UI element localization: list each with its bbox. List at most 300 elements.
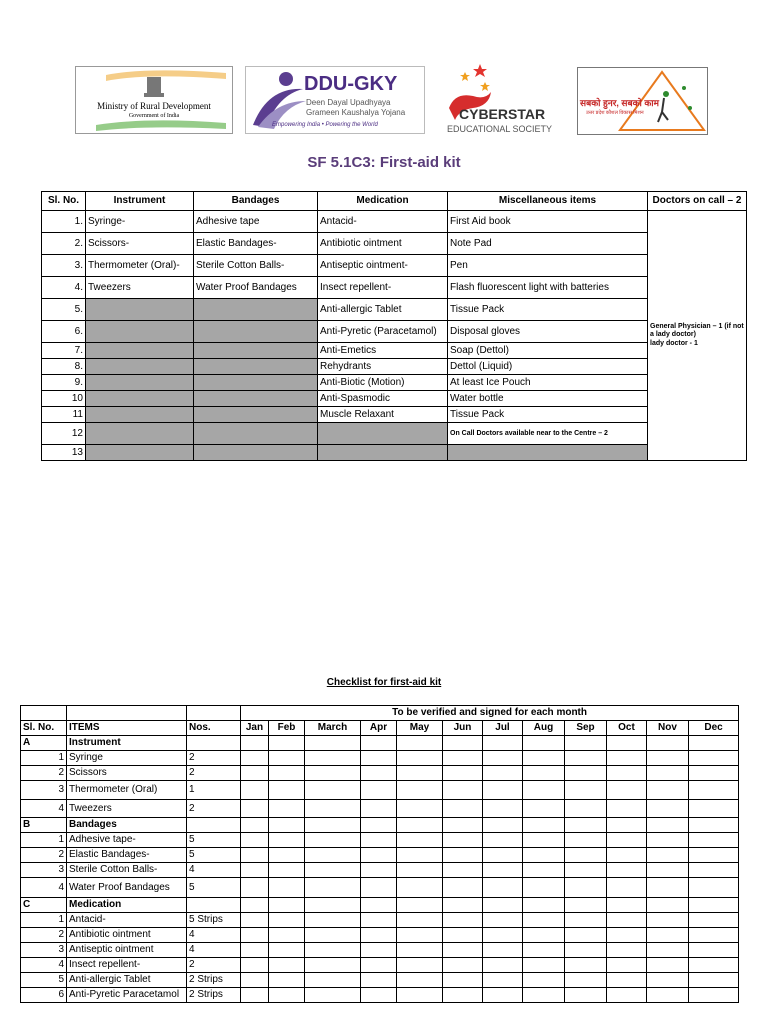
signature-cell[interactable] (647, 863, 689, 878)
signature-cell[interactable] (241, 751, 269, 766)
signature-cell[interactable] (565, 973, 607, 988)
signature-cell[interactable] (483, 848, 523, 863)
kit-header-doctors: Doctors on call – 2 (648, 192, 747, 211)
signature-cell[interactable] (689, 848, 739, 863)
signature-cell[interactable] (305, 800, 361, 818)
signature-cell[interactable] (305, 928, 361, 943)
instrument-cell (86, 343, 194, 359)
signature-cell[interactable] (241, 988, 269, 1003)
signature-cell[interactable] (483, 973, 523, 988)
signature-cell[interactable] (443, 736, 483, 751)
checklist-sl-cell: 4 (21, 958, 67, 973)
medication-cell: Antacid- (318, 211, 448, 233)
signature-cell[interactable] (607, 943, 647, 958)
sl-no-cell: 3. (42, 255, 86, 277)
medication-cell: Anti-Emetics (318, 343, 448, 359)
signature-cell[interactable] (305, 863, 361, 878)
signature-cell[interactable] (689, 766, 739, 781)
signature-cell[interactable] (647, 833, 689, 848)
skill-mission-logo (577, 67, 708, 135)
kit-header-medication: Medication (318, 192, 448, 211)
signature-cell[interactable] (523, 878, 565, 898)
bandages-cell (194, 445, 318, 461)
signature-cell[interactable] (647, 736, 689, 751)
signature-cell[interactable] (305, 913, 361, 928)
signature-cell[interactable] (523, 818, 565, 833)
signature-cell[interactable] (689, 988, 739, 1003)
ddugky-line2: Grameen Kaushalya Yojana (306, 108, 406, 117)
signature-cell[interactable] (483, 800, 523, 818)
medication-cell: Muscle Relaxant (318, 407, 448, 423)
signature-cell[interactable] (565, 848, 607, 863)
signature-cell[interactable] (241, 800, 269, 818)
table-row (21, 958, 739, 973)
signature-cell[interactable] (305, 988, 361, 1003)
signature-cell[interactable] (607, 898, 647, 913)
misc-cell: Soap (Dettol) (448, 343, 648, 359)
signature-cell[interactable] (689, 928, 739, 943)
signature-cell[interactable] (523, 958, 565, 973)
bandages-cell (194, 359, 318, 375)
misc-cell: Water bottle (448, 391, 648, 407)
signature-cell[interactable] (689, 898, 739, 913)
signature-cell[interactable] (397, 928, 443, 943)
signature-cell[interactable] (397, 898, 443, 913)
signature-cell[interactable] (647, 751, 689, 766)
signature-cell[interactable] (483, 736, 523, 751)
signature-cell[interactable] (565, 913, 607, 928)
signature-cell[interactable] (241, 863, 269, 878)
signature-cell[interactable] (523, 766, 565, 781)
medication-cell: Insect repellent- (318, 277, 448, 299)
bandages-cell (194, 375, 318, 391)
signature-cell[interactable] (523, 913, 565, 928)
signature-cell[interactable] (305, 848, 361, 863)
checklist-header-sl: Sl. No. (21, 721, 67, 736)
signature-cell[interactable] (269, 973, 305, 988)
kit-header-row (42, 192, 747, 211)
signature-cell[interactable] (269, 818, 305, 833)
signature-cell[interactable] (483, 943, 523, 958)
signature-cell[interactable] (607, 878, 647, 898)
signature-cell[interactable] (647, 818, 689, 833)
signature-cell[interactable] (269, 878, 305, 898)
signature-cell[interactable] (361, 800, 397, 818)
signature-cell[interactable] (483, 878, 523, 898)
signature-cell[interactable] (565, 800, 607, 818)
checklist-nos-cell: 4 (187, 943, 241, 958)
signature-cell[interactable] (443, 863, 483, 878)
signature-cell[interactable] (269, 913, 305, 928)
misc-cell: On Call Doctors available near to the Centre – 2 (448, 423, 648, 445)
signature-cell[interactable] (361, 988, 397, 1003)
signature-cell[interactable] (305, 833, 361, 848)
signature-cell[interactable] (443, 878, 483, 898)
signature-cell[interactable] (269, 800, 305, 818)
signature-cell[interactable] (647, 958, 689, 973)
signature-cell[interactable] (607, 766, 647, 781)
sl-no-cell: 9. (42, 375, 86, 391)
signature-cell[interactable] (397, 800, 443, 818)
signature-cell[interactable] (241, 928, 269, 943)
checklist-nos-cell: 4 (187, 863, 241, 878)
signature-cell[interactable] (443, 943, 483, 958)
signature-cell[interactable] (397, 848, 443, 863)
signature-cell[interactable] (647, 766, 689, 781)
signature-cell[interactable] (689, 751, 739, 766)
signature-cell[interactable] (607, 751, 647, 766)
signature-cell[interactable] (361, 848, 397, 863)
signature-cell[interactable] (689, 736, 739, 751)
signature-cell[interactable] (305, 751, 361, 766)
signature-cell[interactable] (443, 781, 483, 800)
instrument-cell (86, 423, 194, 445)
medication-cell: Anti-allergic Tablet (318, 299, 448, 321)
checklist-sl-cell: 5 (21, 973, 67, 988)
signature-cell[interactable] (607, 833, 647, 848)
signature-cell[interactable] (523, 833, 565, 848)
signature-cell[interactable] (483, 988, 523, 1003)
signature-cell[interactable] (397, 818, 443, 833)
signature-cell[interactable] (269, 848, 305, 863)
signature-cell[interactable] (443, 818, 483, 833)
signature-cell[interactable] (523, 988, 565, 1003)
signature-cell[interactable] (361, 913, 397, 928)
month-header: Jul (483, 721, 523, 736)
signature-cell[interactable] (483, 766, 523, 781)
ministry-sub: Government of India (128, 113, 180, 119)
table-row (42, 343, 747, 359)
signature-cell[interactable] (241, 766, 269, 781)
signature-cell[interactable] (689, 973, 739, 988)
checklist-item-cell: Elastic Bandages- (67, 848, 187, 863)
signature-cell[interactable] (397, 958, 443, 973)
signature-cell[interactable] (607, 781, 647, 800)
signature-cell[interactable] (607, 863, 647, 878)
month-header: Feb (269, 721, 305, 736)
signature-cell[interactable] (647, 913, 689, 928)
signature-cell[interactable] (689, 833, 739, 848)
signature-cell[interactable] (607, 988, 647, 1003)
signature-cell[interactable] (607, 928, 647, 943)
signature-cell[interactable] (361, 878, 397, 898)
misc-cell (448, 445, 648, 461)
signature-cell[interactable] (689, 818, 739, 833)
signature-cell[interactable] (397, 878, 443, 898)
bandages-cell: Elastic Bandages- (194, 233, 318, 255)
signature-cell[interactable] (305, 818, 361, 833)
signature-cell[interactable] (305, 766, 361, 781)
checklist-item-cell: Medication (67, 898, 187, 913)
signature-cell[interactable] (483, 833, 523, 848)
signature-cell[interactable] (397, 913, 443, 928)
signature-cell[interactable] (397, 781, 443, 800)
signature-cell[interactable] (647, 781, 689, 800)
signature-cell[interactable] (647, 800, 689, 818)
signature-cell[interactable] (689, 800, 739, 818)
signature-cell[interactable] (361, 818, 397, 833)
signature-cell[interactable] (241, 781, 269, 800)
signature-cell[interactable] (361, 736, 397, 751)
signature-cell[interactable] (397, 988, 443, 1003)
kit-header-instrument: Instrument (86, 192, 194, 211)
verify-header: To be verified and signed for each month (241, 706, 739, 721)
signature-cell[interactable] (305, 898, 361, 913)
sl-no-cell: 8. (42, 359, 86, 375)
signature-cell[interactable] (269, 751, 305, 766)
signature-cell[interactable] (607, 913, 647, 928)
signature-cell[interactable] (269, 943, 305, 958)
ddugky-line1: Deen Dayal Upadhyaya (306, 98, 391, 107)
signature-cell[interactable] (443, 766, 483, 781)
signature-cell[interactable] (305, 878, 361, 898)
signature-cell[interactable] (443, 833, 483, 848)
medication-cell: Anti-Biotic (Motion) (318, 375, 448, 391)
signature-cell[interactable] (269, 833, 305, 848)
signature-cell[interactable] (523, 751, 565, 766)
signature-cell[interactable] (483, 818, 523, 833)
signature-cell[interactable] (647, 988, 689, 1003)
checklist-nos-cell: 1 (187, 781, 241, 800)
signature-cell[interactable] (647, 898, 689, 913)
table-row (42, 255, 747, 277)
signature-cell[interactable] (483, 863, 523, 878)
signature-cell[interactable] (241, 958, 269, 973)
checklist-nos-cell: 4 (187, 928, 241, 943)
signature-cell[interactable] (443, 988, 483, 1003)
table-row (21, 766, 739, 781)
signature-cell[interactable] (361, 958, 397, 973)
signature-cell[interactable] (607, 973, 647, 988)
signature-cell[interactable] (269, 766, 305, 781)
signature-cell[interactable] (443, 928, 483, 943)
signature-cell[interactable] (523, 848, 565, 863)
signature-cell[interactable] (565, 766, 607, 781)
signature-cell[interactable] (565, 958, 607, 973)
checklist-item-cell: Antacid- (67, 913, 187, 928)
signature-cell[interactable] (397, 751, 443, 766)
misc-cell: Disposal gloves (448, 321, 648, 343)
signature-cell[interactable] (241, 736, 269, 751)
signature-cell[interactable] (607, 736, 647, 751)
signature-cell[interactable] (607, 800, 647, 818)
checklist-nos-cell: 2 Strips (187, 988, 241, 1003)
signature-cell[interactable] (241, 898, 269, 913)
signature-cell[interactable] (443, 800, 483, 818)
signature-cell[interactable] (269, 988, 305, 1003)
signature-cell[interactable] (607, 848, 647, 863)
signature-cell[interactable] (689, 913, 739, 928)
signature-cell[interactable] (483, 958, 523, 973)
signature-cell[interactable] (241, 818, 269, 833)
signature-cell[interactable] (565, 736, 607, 751)
signature-cell[interactable] (647, 848, 689, 863)
signature-cell[interactable] (565, 898, 607, 913)
signature-cell[interactable] (269, 958, 305, 973)
signature-cell[interactable] (443, 898, 483, 913)
signature-cell[interactable] (241, 833, 269, 848)
checklist-sl-cell: B (21, 818, 67, 833)
checklist-nos-cell (187, 898, 241, 913)
signature-cell[interactable] (689, 878, 739, 898)
signature-cell[interactable] (397, 736, 443, 751)
checklist-verify-row (21, 706, 739, 721)
instrument-cell: Tweezers (86, 277, 194, 299)
signature-cell[interactable] (397, 833, 443, 848)
bandages-cell (194, 343, 318, 359)
checklist-table (20, 705, 739, 1003)
signature-cell[interactable] (241, 973, 269, 988)
signature-cell[interactable] (305, 973, 361, 988)
signature-cell[interactable] (689, 958, 739, 973)
page-title: SF 5.1C3: First-aid kit (307, 154, 461, 171)
checklist-item-cell: Instrument (67, 736, 187, 751)
signature-cell[interactable] (523, 973, 565, 988)
signature-cell[interactable] (565, 928, 607, 943)
signature-cell[interactable] (241, 878, 269, 898)
instrument-cell: Scissors- (86, 233, 194, 255)
signature-cell[interactable] (361, 943, 397, 958)
signature-cell[interactable] (361, 833, 397, 848)
signature-cell[interactable] (483, 781, 523, 800)
signature-cell[interactable] (523, 928, 565, 943)
checklist-item-cell: Insect repellent- (67, 958, 187, 973)
checklist-sl-cell: 3 (21, 863, 67, 878)
signature-cell[interactable] (483, 928, 523, 943)
signature-cell[interactable] (689, 943, 739, 958)
signature-cell[interactable] (305, 943, 361, 958)
signature-cell[interactable] (361, 781, 397, 800)
checklist-nos-cell: 2 (187, 751, 241, 766)
signature-cell[interactable] (565, 988, 607, 1003)
signature-cell[interactable] (443, 958, 483, 973)
checklist-title: Checklist for first-aid kit (326, 677, 442, 688)
checklist-header-items: ITEMS (67, 721, 187, 736)
signature-cell[interactable] (397, 766, 443, 781)
signature-cell[interactable] (565, 781, 607, 800)
month-header: Jan (241, 721, 269, 736)
signature-cell[interactable] (269, 928, 305, 943)
table-row (21, 943, 739, 958)
signature-cell[interactable] (523, 943, 565, 958)
signature-cell[interactable] (305, 781, 361, 800)
signature-cell[interactable] (361, 928, 397, 943)
signature-cell[interactable] (397, 863, 443, 878)
checklist-sl-cell: 2 (21, 928, 67, 943)
signature-cell[interactable] (647, 928, 689, 943)
medication-cell: Rehydrants (318, 359, 448, 375)
signature-cell[interactable] (483, 913, 523, 928)
kit-header-sl: Sl. No. (42, 192, 86, 211)
misc-cell: Note Pad (448, 233, 648, 255)
signature-cell[interactable] (565, 818, 607, 833)
checklist-nos-cell (187, 818, 241, 833)
signature-cell[interactable] (397, 943, 443, 958)
signature-cell[interactable] (397, 973, 443, 988)
table-row (42, 277, 747, 299)
signature-cell[interactable] (523, 898, 565, 913)
checklist-sl-cell: 2 (21, 848, 67, 863)
signature-cell[interactable] (647, 878, 689, 898)
signature-cell[interactable] (689, 863, 739, 878)
signature-cell[interactable] (241, 943, 269, 958)
signature-cell[interactable] (361, 973, 397, 988)
checklist-item-cell: Thermometer (Oral) (67, 781, 187, 800)
signature-cell[interactable] (565, 833, 607, 848)
sl-no-cell: 13 (42, 445, 86, 461)
signature-cell[interactable] (607, 958, 647, 973)
signature-cell[interactable] (443, 848, 483, 863)
ddugky-logo (245, 66, 425, 134)
signature-cell[interactable] (689, 781, 739, 800)
sl-no-cell: 5. (42, 299, 86, 321)
signature-cell[interactable] (241, 913, 269, 928)
table-row (21, 898, 739, 913)
sl-no-cell: 12 (42, 423, 86, 445)
sl-no-cell: 10 (42, 391, 86, 407)
signature-cell[interactable] (361, 898, 397, 913)
signature-cell[interactable] (269, 898, 305, 913)
signature-cell[interactable] (483, 898, 523, 913)
sl-no-cell: 6. (42, 321, 86, 343)
cyberstar-name: CYBERSTAR (459, 106, 546, 122)
signature-cell[interactable] (523, 781, 565, 800)
signature-cell[interactable] (241, 848, 269, 863)
signature-cell[interactable] (443, 913, 483, 928)
signature-cell[interactable] (361, 751, 397, 766)
signature-cell[interactable] (607, 818, 647, 833)
medication-cell: Antibiotic ointment (318, 233, 448, 255)
signature-cell[interactable] (523, 800, 565, 818)
signature-cell[interactable] (565, 878, 607, 898)
signature-cell[interactable] (361, 863, 397, 878)
signature-cell[interactable] (565, 751, 607, 766)
signature-cell[interactable] (269, 863, 305, 878)
signature-cell[interactable] (443, 973, 483, 988)
signature-cell[interactable] (647, 973, 689, 988)
signature-cell[interactable] (305, 958, 361, 973)
signature-cell[interactable] (305, 736, 361, 751)
checklist-nos-cell: 2 (187, 800, 241, 818)
checklist-header-row (21, 721, 739, 736)
signature-cell[interactable] (523, 863, 565, 878)
doctors-note (648, 211, 747, 461)
medication-cell (318, 423, 448, 445)
doctors-note-text: General Physician – 1 (if not a lady doctor) lady doctor - 1 (650, 322, 744, 347)
signature-cell[interactable] (483, 751, 523, 766)
medication-cell: Antiseptic ointment- (318, 255, 448, 277)
bandages-cell (194, 299, 318, 321)
signature-cell[interactable] (361, 766, 397, 781)
signature-cell[interactable] (523, 736, 565, 751)
sl-no-cell: 2. (42, 233, 86, 255)
cyberstar-sub: EDUCATIONAL SOCIETY (447, 124, 553, 134)
misc-cell: First Aid book (448, 211, 648, 233)
signature-cell[interactable] (647, 943, 689, 958)
table-row (42, 407, 747, 423)
signature-cell[interactable] (565, 863, 607, 878)
signature-cell[interactable] (269, 736, 305, 751)
signature-cell[interactable] (269, 781, 305, 800)
signature-cell[interactable] (565, 943, 607, 958)
signature-cell[interactable] (443, 751, 483, 766)
month-header: Dec (689, 721, 739, 736)
checklist-sl-cell: 2 (21, 766, 67, 781)
misc-cell: Tissue Pack (448, 299, 648, 321)
checklist-nos-cell (187, 736, 241, 751)
instrument-cell (86, 375, 194, 391)
checklist-nos-cell: 2 (187, 958, 241, 973)
